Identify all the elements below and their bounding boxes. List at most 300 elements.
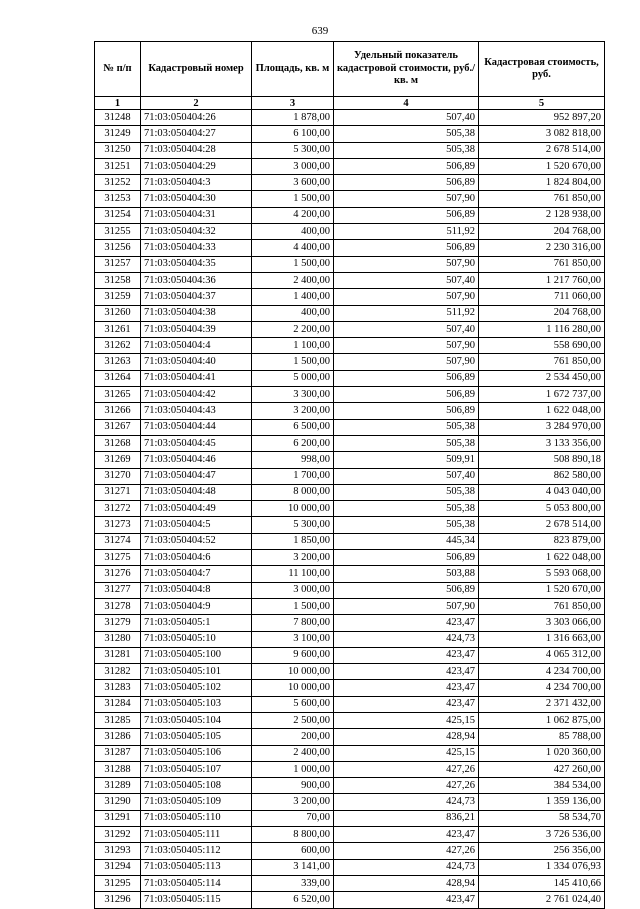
area-cell: 200,00 (252, 729, 334, 745)
specific-value-cell: 507,90 (334, 191, 479, 207)
row-number-cell: 31281 (95, 647, 141, 663)
specific-value-cell: 511,92 (334, 224, 479, 240)
specific-value-cell: 505,38 (334, 419, 479, 435)
row-number-cell: 31294 (95, 859, 141, 875)
cadastral-number-cell: 71:03:050404:41 (141, 370, 252, 386)
cadastral-number-cell: 71:03:050404:30 (141, 191, 252, 207)
table-row (95, 403, 605, 419)
table-row (95, 778, 605, 794)
row-number-cell: 31292 (95, 827, 141, 843)
table-row (95, 859, 605, 875)
cadastral-value-cell: 1 622 048,00 (479, 403, 605, 419)
cadastral-value-cell: 427 260,00 (479, 761, 605, 777)
cadastral-number-cell: 71:03:050404:40 (141, 354, 252, 370)
cadastral-number-cell: 71:03:050405:106 (141, 745, 252, 761)
specific-value-cell: 506,89 (334, 158, 479, 174)
row-number-cell: 31290 (95, 794, 141, 810)
cadastral-number-cell: 71:03:050404:8 (141, 582, 252, 598)
table-row (95, 827, 605, 843)
table-row (95, 566, 605, 582)
column-number: 4 (334, 97, 479, 110)
area-cell: 8 800,00 (252, 827, 334, 843)
table-row (95, 468, 605, 484)
area-cell: 1 500,00 (252, 256, 334, 272)
specific-value-cell: 505,38 (334, 501, 479, 517)
row-number-cell: 31272 (95, 501, 141, 517)
table-row (95, 419, 605, 435)
row-number-cell: 31282 (95, 664, 141, 680)
area-cell: 3 000,00 (252, 582, 334, 598)
cadastral-value-cell: 4 043 040,00 (479, 484, 605, 500)
table-row (95, 843, 605, 859)
cadastral-number-cell: 71:03:050405:108 (141, 778, 252, 794)
specific-value-cell: 506,89 (334, 387, 479, 403)
specific-value-cell: 506,89 (334, 207, 479, 223)
table-row (95, 615, 605, 631)
row-number-cell: 31251 (95, 158, 141, 174)
cadastral-number-cell: 71:03:050405:112 (141, 843, 252, 859)
area-cell: 3 200,00 (252, 403, 334, 419)
table-row (95, 191, 605, 207)
cadastral-number-cell: 71:03:050404:7 (141, 566, 252, 582)
cadastral-value-table (94, 41, 605, 909)
area-cell: 600,00 (252, 843, 334, 859)
cadastral-value-cell: 1 316 663,00 (479, 631, 605, 647)
row-number-cell: 31264 (95, 370, 141, 386)
row-number-cell: 31283 (95, 680, 141, 696)
cadastral-value-cell: 1 824 804,00 (479, 175, 605, 191)
cadastral-value-cell: 1 520 670,00 (479, 158, 605, 174)
cadastral-number-cell: 71:03:050405:101 (141, 664, 252, 680)
table-row (95, 289, 605, 305)
area-cell: 5 300,00 (252, 517, 334, 533)
cadastral-number-cell: 71:03:050404:43 (141, 403, 252, 419)
area-cell: 1 100,00 (252, 338, 334, 354)
table-row (95, 517, 605, 533)
table-row (95, 435, 605, 451)
cadastral-number-cell: 71:03:050405:111 (141, 827, 252, 843)
row-number-cell: 31262 (95, 338, 141, 354)
cadastral-value-cell: 711 060,00 (479, 289, 605, 305)
table-row (95, 354, 605, 370)
cadastral-number-cell: 71:03:050404:48 (141, 484, 252, 500)
area-cell: 3 200,00 (252, 550, 334, 566)
cadastral-value-cell: 256 356,00 (479, 843, 605, 859)
area-cell: 2 400,00 (252, 745, 334, 761)
cadastral-value-cell: 1 062 875,00 (479, 712, 605, 728)
row-number-cell: 31291 (95, 810, 141, 826)
table-row (95, 598, 605, 614)
row-number-cell: 31279 (95, 615, 141, 631)
table-row (95, 892, 605, 908)
table-row (95, 680, 605, 696)
cadastral-value-cell: 2 761 024,40 (479, 892, 605, 908)
row-number-cell: 31289 (95, 778, 141, 794)
row-number-cell: 31270 (95, 468, 141, 484)
table-body (95, 110, 605, 909)
cadastral-value-cell: 1 116 280,00 (479, 321, 605, 337)
cadastral-value-cell: 2 534 450,00 (479, 370, 605, 386)
area-cell: 3 141,00 (252, 859, 334, 875)
specific-value-cell: 505,38 (334, 517, 479, 533)
row-number-cell: 31259 (95, 289, 141, 305)
table-row (95, 126, 605, 142)
area-cell: 7 800,00 (252, 615, 334, 631)
row-number-cell: 31288 (95, 761, 141, 777)
column-number: 5 (479, 97, 605, 110)
cadastral-number-cell: 71:03:050405:107 (141, 761, 252, 777)
area-cell: 1 500,00 (252, 354, 334, 370)
specific-value-cell: 507,90 (334, 256, 479, 272)
area-cell: 8 000,00 (252, 484, 334, 500)
cadastral-value-cell: 1 334 076,93 (479, 859, 605, 875)
table-row (95, 582, 605, 598)
row-number-cell: 31280 (95, 631, 141, 647)
specific-value-cell: 507,90 (334, 354, 479, 370)
cadastral-value-cell: 2 371 432,00 (479, 696, 605, 712)
table-row (95, 696, 605, 712)
specific-value-cell: 505,38 (334, 435, 479, 451)
row-number-cell: 31257 (95, 256, 141, 272)
table-row (95, 256, 605, 272)
cadastral-value-cell: 4 234 700,00 (479, 664, 605, 680)
table-row (95, 745, 605, 761)
table-row (95, 158, 605, 174)
specific-value-cell: 507,40 (334, 321, 479, 337)
cadastral-number-cell: 71:03:050404:3 (141, 175, 252, 191)
row-number-cell: 31253 (95, 191, 141, 207)
specific-value-cell: 506,89 (334, 175, 479, 191)
cadastral-number-cell: 71:03:050404:28 (141, 142, 252, 158)
area-cell: 5 600,00 (252, 696, 334, 712)
row-number-cell: 31268 (95, 435, 141, 451)
row-number-cell: 31284 (95, 696, 141, 712)
cadastral-value-cell: 384 534,00 (479, 778, 605, 794)
area-cell: 5 000,00 (252, 370, 334, 386)
row-number-cell: 31269 (95, 452, 141, 468)
cadastral-value-cell: 1 217 760,00 (479, 272, 605, 288)
area-cell: 9 600,00 (252, 647, 334, 663)
cadastral-value-cell: 3 082 818,00 (479, 126, 605, 142)
area-cell: 70,00 (252, 810, 334, 826)
header-specific-value: Удельный показатель кадастровой стоимости, руб./кв. м (334, 42, 479, 97)
specific-value-cell: 425,15 (334, 712, 479, 728)
table-row (95, 550, 605, 566)
cadastral-number-cell: 71:03:050404:47 (141, 468, 252, 484)
cadastral-value-cell: 862 580,00 (479, 468, 605, 484)
area-cell: 400,00 (252, 224, 334, 240)
cadastral-value-cell: 952 897,20 (479, 110, 605, 126)
row-number-cell: 31248 (95, 110, 141, 126)
specific-value-cell: 506,89 (334, 403, 479, 419)
cadastral-value-cell: 2 678 514,00 (479, 142, 605, 158)
table-row (95, 224, 605, 240)
row-number-cell: 31260 (95, 305, 141, 321)
header-area: Площадь, кв. м (252, 42, 334, 97)
specific-value-cell: 511,92 (334, 305, 479, 321)
specific-value-cell: 423,47 (334, 664, 479, 680)
specific-value-cell: 425,15 (334, 745, 479, 761)
area-cell: 3 300,00 (252, 387, 334, 403)
specific-value-cell: 423,47 (334, 696, 479, 712)
cadastral-number-cell: 71:03:050405:104 (141, 712, 252, 728)
cadastral-number-cell: 71:03:050404:52 (141, 533, 252, 549)
cadastral-number-cell: 71:03:050404:27 (141, 126, 252, 142)
table-row (95, 729, 605, 745)
area-cell: 2 200,00 (252, 321, 334, 337)
cadastral-number-cell: 71:03:050405:115 (141, 892, 252, 908)
area-cell: 4 200,00 (252, 207, 334, 223)
specific-value-cell: 423,47 (334, 892, 479, 908)
cadastral-value-cell: 58 534,70 (479, 810, 605, 826)
specific-value-cell: 423,47 (334, 647, 479, 663)
area-cell: 2 500,00 (252, 712, 334, 728)
specific-value-cell: 507,40 (334, 110, 479, 126)
cadastral-number-cell: 71:03:050404:39 (141, 321, 252, 337)
cadastral-value-cell: 4 234 700,00 (479, 680, 605, 696)
cadastral-value-cell: 3 284 970,00 (479, 419, 605, 435)
row-number-cell: 31263 (95, 354, 141, 370)
area-cell: 1 850,00 (252, 533, 334, 549)
specific-value-cell: 506,89 (334, 582, 479, 598)
row-number-cell: 31252 (95, 175, 141, 191)
table-row (95, 794, 605, 810)
specific-value-cell: 505,38 (334, 142, 479, 158)
cadastral-value-cell: 85 788,00 (479, 729, 605, 745)
cadastral-value-cell: 761 850,00 (479, 191, 605, 207)
table-row (95, 533, 605, 549)
column-number: 1 (95, 97, 141, 110)
cadastral-number-cell: 71:03:050405:110 (141, 810, 252, 826)
cadastral-number-cell: 71:03:050405:1 (141, 615, 252, 631)
area-cell: 10 000,00 (252, 664, 334, 680)
area-cell: 998,00 (252, 452, 334, 468)
area-cell: 1 400,00 (252, 289, 334, 305)
cadastral-value-cell: 823 879,00 (479, 533, 605, 549)
specific-value-cell: 507,40 (334, 272, 479, 288)
cadastral-value-cell: 761 850,00 (479, 354, 605, 370)
area-cell: 1 500,00 (252, 191, 334, 207)
cadastral-number-cell: 71:03:050404:37 (141, 289, 252, 305)
area-cell: 3 600,00 (252, 175, 334, 191)
cadastral-number-cell: 71:03:050405:100 (141, 647, 252, 663)
row-number-cell: 31278 (95, 598, 141, 614)
cadastral-number-cell: 71:03:050404:26 (141, 110, 252, 126)
cadastral-value-cell: 204 768,00 (479, 305, 605, 321)
row-number-cell: 31287 (95, 745, 141, 761)
specific-value-cell: 424,73 (334, 859, 479, 875)
cadastral-number-cell: 71:03:050404:31 (141, 207, 252, 223)
cadastral-number-cell: 71:03:050404:32 (141, 224, 252, 240)
specific-value-cell: 505,38 (334, 126, 479, 142)
area-cell: 1 500,00 (252, 598, 334, 614)
row-number-cell: 31295 (95, 875, 141, 891)
specific-value-cell: 428,94 (334, 729, 479, 745)
row-number-cell: 31255 (95, 224, 141, 240)
table-row (95, 110, 605, 126)
cadastral-number-cell: 71:03:050404:36 (141, 272, 252, 288)
table-row (95, 631, 605, 647)
cadastral-number-cell: 71:03:050404:45 (141, 435, 252, 451)
row-number-cell: 31296 (95, 892, 141, 908)
row-number-cell: 31256 (95, 240, 141, 256)
cadastral-value-cell: 1 520 670,00 (479, 582, 605, 598)
area-cell: 3 000,00 (252, 158, 334, 174)
header-row-number: № п/п (95, 42, 141, 97)
area-cell: 3 100,00 (252, 631, 334, 647)
table-header-row (95, 42, 605, 97)
table-row (95, 501, 605, 517)
specific-value-cell: 503,88 (334, 566, 479, 582)
specific-value-cell: 423,47 (334, 680, 479, 696)
row-number-cell: 31267 (95, 419, 141, 435)
area-cell: 6 520,00 (252, 892, 334, 908)
row-number-cell: 31249 (95, 126, 141, 142)
cadastral-number-cell: 71:03:050404:4 (141, 338, 252, 354)
row-number-cell: 31265 (95, 387, 141, 403)
specific-value-cell: 424,73 (334, 794, 479, 810)
specific-value-cell: 427,26 (334, 843, 479, 859)
row-number-cell: 31254 (95, 207, 141, 223)
cadastral-number-cell: 71:03:050405:105 (141, 729, 252, 745)
cadastral-value-cell: 145 410,66 (479, 875, 605, 891)
cadastral-number-cell: 71:03:050404:35 (141, 256, 252, 272)
cadastral-value-cell: 3 726 536,00 (479, 827, 605, 843)
specific-value-cell: 427,26 (334, 761, 479, 777)
specific-value-cell: 424,73 (334, 631, 479, 647)
row-number-cell: 31293 (95, 843, 141, 859)
area-cell: 400,00 (252, 305, 334, 321)
cadastral-value-cell: 3 303 066,00 (479, 615, 605, 631)
specific-value-cell: 509,91 (334, 452, 479, 468)
specific-value-cell: 445,34 (334, 533, 479, 549)
column-number: 2 (141, 97, 252, 110)
cadastral-value-cell: 1 622 048,00 (479, 550, 605, 566)
row-number-cell: 31258 (95, 272, 141, 288)
column-number: 3 (252, 97, 334, 110)
cadastral-value-cell: 5 593 068,00 (479, 566, 605, 582)
table-row (95, 810, 605, 826)
header-cadastral-number: Кадастровый номер (141, 42, 252, 97)
table-row (95, 142, 605, 158)
area-cell: 6 500,00 (252, 419, 334, 435)
specific-value-cell: 507,90 (334, 598, 479, 614)
specific-value-cell: 428,94 (334, 875, 479, 891)
cadastral-value-cell: 1 020 360,00 (479, 745, 605, 761)
cadastral-number-cell: 71:03:050404:49 (141, 501, 252, 517)
table-row (95, 712, 605, 728)
area-cell: 4 400,00 (252, 240, 334, 256)
table-row (95, 664, 605, 680)
cadastral-number-cell: 71:03:050404:6 (141, 550, 252, 566)
cadastral-value-cell: 761 850,00 (479, 256, 605, 272)
table-row (95, 321, 605, 337)
column-number-row (95, 97, 605, 110)
cadastral-value-cell: 204 768,00 (479, 224, 605, 240)
cadastral-number-cell: 71:03:050405:109 (141, 794, 252, 810)
row-number-cell: 31271 (95, 484, 141, 500)
cadastral-number-cell: 71:03:050405:113 (141, 859, 252, 875)
cadastral-value-cell: 1 672 737,00 (479, 387, 605, 403)
row-number-cell: 31274 (95, 533, 141, 549)
cadastral-number-cell: 71:03:050404:46 (141, 452, 252, 468)
cadastral-number-cell: 71:03:050404:5 (141, 517, 252, 533)
cadastral-number-cell: 71:03:050404:44 (141, 419, 252, 435)
header-cadastral-value: Кадастровая стоимость, руб. (479, 42, 605, 97)
table-row (95, 338, 605, 354)
cadastral-value-cell: 558 690,00 (479, 338, 605, 354)
row-number-cell: 31273 (95, 517, 141, 533)
specific-value-cell: 506,89 (334, 550, 479, 566)
page-number: 639 (311, 25, 329, 37)
specific-value-cell: 836,21 (334, 810, 479, 826)
table-row (95, 305, 605, 321)
cadastral-value-cell: 2 678 514,00 (479, 517, 605, 533)
specific-value-cell: 505,38 (334, 484, 479, 500)
table-row (95, 452, 605, 468)
specific-value-cell: 506,89 (334, 370, 479, 386)
row-number-cell: 31276 (95, 566, 141, 582)
specific-value-cell: 427,26 (334, 778, 479, 794)
cadastral-number-cell: 71:03:050405:102 (141, 680, 252, 696)
cadastral-value-cell: 5 053 800,00 (479, 501, 605, 517)
table-row (95, 240, 605, 256)
row-number-cell: 31250 (95, 142, 141, 158)
table-row (95, 387, 605, 403)
cadastral-value-cell: 2 128 938,00 (479, 207, 605, 223)
row-number-cell: 31277 (95, 582, 141, 598)
table-row (95, 207, 605, 223)
table-row (95, 272, 605, 288)
row-number-cell: 31275 (95, 550, 141, 566)
area-cell: 2 400,00 (252, 272, 334, 288)
row-number-cell: 31286 (95, 729, 141, 745)
area-cell: 6 200,00 (252, 435, 334, 451)
cadastral-value-cell: 3 133 356,00 (479, 435, 605, 451)
cadastral-number-cell: 71:03:050405:114 (141, 875, 252, 891)
area-cell: 1 878,00 (252, 110, 334, 126)
row-number-cell: 31261 (95, 321, 141, 337)
table-row (95, 370, 605, 386)
area-cell: 11 100,00 (252, 566, 334, 582)
cadastral-value-cell: 1 359 136,00 (479, 794, 605, 810)
area-cell: 1 000,00 (252, 761, 334, 777)
area-cell: 3 200,00 (252, 794, 334, 810)
area-cell: 900,00 (252, 778, 334, 794)
cadastral-number-cell: 71:03:050404:9 (141, 598, 252, 614)
cadastral-number-cell: 71:03:050404:38 (141, 305, 252, 321)
area-cell: 10 000,00 (252, 501, 334, 517)
specific-value-cell: 507,40 (334, 468, 479, 484)
cadastral-number-cell: 71:03:050404:29 (141, 158, 252, 174)
specific-value-cell: 507,90 (334, 338, 479, 354)
table-row (95, 647, 605, 663)
specific-value-cell: 423,47 (334, 827, 479, 843)
table-row (95, 875, 605, 891)
specific-value-cell: 506,89 (334, 240, 479, 256)
area-cell: 339,00 (252, 875, 334, 891)
area-cell: 1 700,00 (252, 468, 334, 484)
area-cell: 10 000,00 (252, 680, 334, 696)
table-row (95, 175, 605, 191)
table-row (95, 484, 605, 500)
row-number-cell: 31266 (95, 403, 141, 419)
cadastral-value-cell: 508 890,18 (479, 452, 605, 468)
specific-value-cell: 507,90 (334, 289, 479, 305)
area-cell: 6 100,00 (252, 126, 334, 142)
specific-value-cell: 423,47 (334, 615, 479, 631)
cadastral-value-cell: 2 230 316,00 (479, 240, 605, 256)
